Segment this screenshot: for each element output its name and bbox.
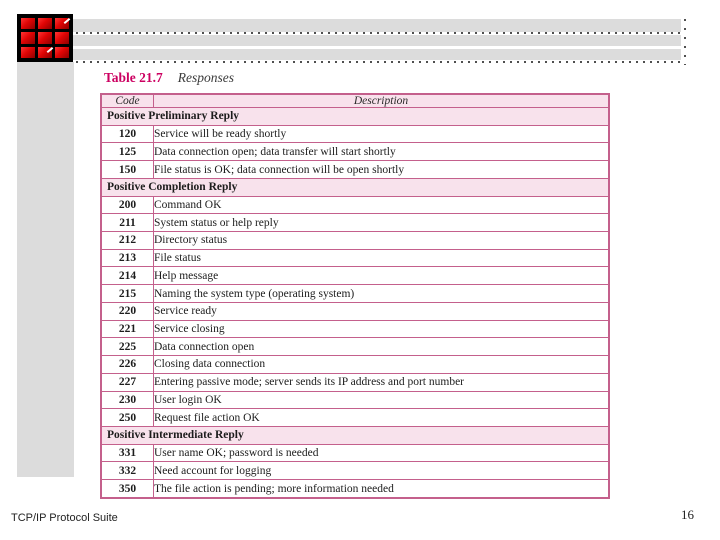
logo-cell xyxy=(21,32,35,43)
table-row xyxy=(101,338,609,356)
dotted-rule xyxy=(76,61,685,63)
description-cell: Help message xyxy=(154,267,610,285)
description-cell: Data connection open; data transfer will start shortly xyxy=(154,143,610,161)
description-cell: Command OK xyxy=(154,196,610,214)
logo-cell xyxy=(55,18,69,29)
table-caption xyxy=(104,70,234,86)
code-cell: 332 xyxy=(101,462,154,480)
description-cell: Directory status xyxy=(154,232,610,250)
logo-cell xyxy=(38,32,52,43)
logo-cell xyxy=(21,18,35,29)
description-cell: User name OK; password is needed xyxy=(154,444,610,462)
footer-title: TCP/IP Protocol Suite xyxy=(11,512,118,524)
description-cell: File status is OK; data connection will be open shortly xyxy=(154,161,610,179)
table-row xyxy=(101,214,609,232)
table-row xyxy=(101,373,609,391)
table-row xyxy=(101,125,609,143)
table-caption-label: Table 21.7 xyxy=(104,70,163,85)
dotted-rule-vertical xyxy=(684,19,686,65)
description-cell: Closing data connection xyxy=(154,356,610,374)
description-cell: Naming the system type (operating system) xyxy=(154,285,610,303)
description-cell: User login OK xyxy=(154,391,610,409)
description-cell: Service ready xyxy=(154,302,610,320)
table-row xyxy=(101,232,609,250)
table-row xyxy=(101,143,609,161)
logo-cell xyxy=(55,47,69,58)
dotted-rule xyxy=(76,32,685,34)
table-row xyxy=(101,161,609,179)
table-row xyxy=(101,462,609,480)
code-cell: 331 xyxy=(101,444,154,462)
code-cell: 230 xyxy=(101,391,154,409)
description-cell: Service will be ready shortly xyxy=(154,125,610,143)
code-cell: 226 xyxy=(101,356,154,374)
description-cell: File status xyxy=(154,249,610,267)
red-grid-logo xyxy=(17,14,73,62)
section-label: Positive Completion Reply xyxy=(101,178,609,196)
code-cell: 220 xyxy=(101,302,154,320)
code-cell: 250 xyxy=(101,409,154,427)
description-cell: Entering passive mode; server sends its IP address and port number xyxy=(154,373,610,391)
table-section-row xyxy=(101,108,609,126)
table-section-row xyxy=(101,178,609,196)
table-row xyxy=(101,409,609,427)
responses-table xyxy=(100,93,610,499)
header-stripe xyxy=(73,19,681,32)
header-stripe xyxy=(73,49,681,60)
code-cell: 214 xyxy=(101,267,154,285)
description-cell: Data connection open xyxy=(154,338,610,356)
table-row xyxy=(101,196,609,214)
left-gray-bar xyxy=(17,62,74,477)
code-cell: 212 xyxy=(101,232,154,250)
column-header-description: Description xyxy=(154,94,610,108)
table-caption-title: Responses xyxy=(177,70,235,85)
page-number: 16 xyxy=(681,507,694,522)
section-label: Positive Intermediate Reply xyxy=(101,426,609,444)
table-row xyxy=(101,356,609,374)
table-row xyxy=(101,285,609,303)
code-cell: 120 xyxy=(101,125,154,143)
code-cell: 200 xyxy=(101,196,154,214)
logo-cell xyxy=(55,32,69,43)
section-label: Positive Preliminary Reply xyxy=(101,108,609,126)
description-cell: System status or help reply xyxy=(154,214,610,232)
code-cell: 213 xyxy=(101,249,154,267)
table-row xyxy=(101,444,609,462)
table-row xyxy=(101,480,609,498)
table-row xyxy=(101,267,609,285)
description-cell: Service closing xyxy=(154,320,610,338)
code-cell: 215 xyxy=(101,285,154,303)
description-cell: Need account for logging xyxy=(154,462,610,480)
description-cell: The file action is pending; more information needed xyxy=(154,480,610,498)
code-cell: 221 xyxy=(101,320,154,338)
table-row xyxy=(101,249,609,267)
header-stripe xyxy=(73,35,681,46)
logo-cell xyxy=(21,47,35,58)
table-row xyxy=(101,391,609,409)
code-cell: 125 xyxy=(101,143,154,161)
logo-cell xyxy=(38,47,52,58)
table-section-row xyxy=(101,426,609,444)
table-header-row xyxy=(101,94,609,108)
code-cell: 350 xyxy=(101,480,154,498)
code-cell: 211 xyxy=(101,214,154,232)
code-cell: 227 xyxy=(101,373,154,391)
table-row xyxy=(101,302,609,320)
description-cell: Request file action OK xyxy=(154,409,610,427)
code-cell: 225 xyxy=(101,338,154,356)
table-row xyxy=(101,320,609,338)
column-header-code: Code xyxy=(101,94,154,108)
logo-cell xyxy=(38,18,52,29)
code-cell: 150 xyxy=(101,161,154,179)
